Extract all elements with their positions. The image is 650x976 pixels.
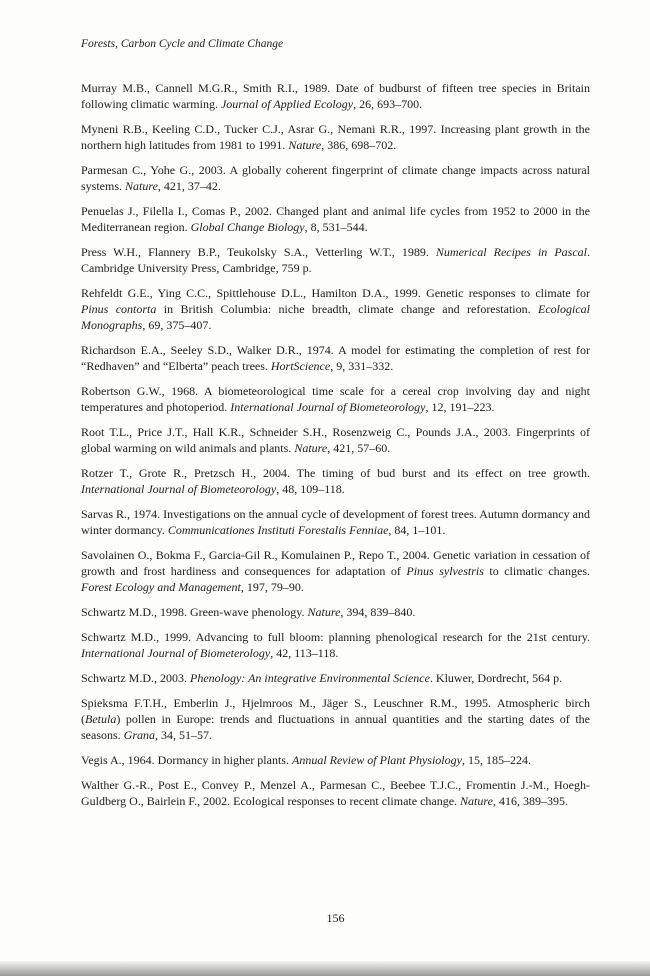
reference-text-segment: Press W.H., Flannery B.P., Teukolsky S.A., Vetterling W.T., 1989. xyxy=(81,245,436,259)
reference-text-segment: to climatic changes. xyxy=(483,564,590,578)
reference-text-segment: , 34, 51–57. xyxy=(155,728,213,742)
reference-text-segment: . Kluwer, Dordrecht, 564 p. xyxy=(429,671,563,685)
reference-entry xyxy=(81,121,590,153)
reference-entry xyxy=(81,244,590,276)
reference-text-segment: ) pollen in Europe: trends and fluctuations in annual quantities and the starting dates of the seasons. xyxy=(81,712,590,742)
reference-italic-segment: International Journal of Biometeorology xyxy=(81,482,277,496)
reference-text-segment: , 12, 191–223. xyxy=(425,400,495,414)
reference-entry xyxy=(81,162,590,194)
reference-entry xyxy=(81,383,590,415)
reference-italic-segment: Nature xyxy=(288,138,322,152)
reference-italic-segment: Ecological Monographs xyxy=(81,302,590,332)
reference-italic-segment: Betula xyxy=(85,712,117,726)
reference-italic-segment: Nature xyxy=(460,794,493,808)
reference-text-segment: Rotzer T., Grote R., Pretzsch H., 2004. The timing of bud burst and its effect on tree growth. xyxy=(81,466,590,480)
reference-text-segment: , 48, 109–118. xyxy=(276,482,345,496)
running-header: Forests, Carbon Cycle and Climate Change xyxy=(81,38,284,50)
reference-text-segment: , 42, 113–118. xyxy=(270,646,339,660)
reference-entry xyxy=(81,506,590,538)
reference-text-segment: , 197, 79–90. xyxy=(240,580,304,594)
reference-italic-segment: Forest Ecology and Management xyxy=(81,580,241,594)
reference-text-segment: Robertson G.W., 1968. A biometeorological time scale for a cereal crop involving day and night temperatures and photoperiod. xyxy=(81,384,590,414)
reference-text-segment: , 84, 1–101. xyxy=(388,523,446,537)
reference-entry xyxy=(81,695,590,743)
reference-italic-segment: Annual Review of Plant Physiology xyxy=(291,753,462,767)
reference-text-segment: in British Columbia: niche breadth, climate change and reforestation. xyxy=(156,302,539,316)
reference-italic-segment: Journal of Applied Ecology xyxy=(220,97,354,111)
reference-entry xyxy=(81,465,590,497)
reference-text-segment: Parmesan C., Yohe G., 2003. A globally coherent fingerprint of climate change impacts across natural systems. xyxy=(81,163,590,193)
reference-text-segment: Schwartz M.D., 1998. Green-wave phenology. xyxy=(81,605,308,619)
reference-text-segment: Root T.L., Price J.T., Hall K.R., Schneider S.H., Rosenzweig C., Pounds J.A., 2003. Fingerprints of global warming on wild animals and plants. xyxy=(81,425,590,455)
reference-text-segment: Savolainen O., Bokma F., Garcia-Gil R., Komulainen P., Repo T., 2004. Genetic variation in cessation of growth and frost hardiness and consequences for adaptation of xyxy=(81,548,590,578)
reference-text-segment: , 421, 57–60. xyxy=(327,441,391,455)
reference-italic-segment: Numerical Recipes in Pascal xyxy=(435,245,588,259)
reference-entry xyxy=(81,80,590,112)
reference-entry xyxy=(81,604,590,620)
reference-italic-segment: Global Change Biology xyxy=(190,220,305,234)
reference-text-segment: Murray M.B., Cannell M.G.R., Smith R.I., 1989. Date of budburst of fifteen tree species in Britain following climatic warming. xyxy=(81,81,590,111)
reference-italic-segment: International Journal of Biometerology xyxy=(81,646,271,660)
reference-text-segment: Spieksma F.T.H., Emberlin J., Hjelmroos M., Jäger S., Leuschner R.M., 1995. Atmospheric birch ( xyxy=(81,696,590,726)
reference-italic-segment: HortScience xyxy=(270,359,331,373)
reference-italic-segment: Nature xyxy=(307,605,341,619)
reference-italic-segment: Pinus sylvestris xyxy=(406,564,484,578)
reference-entry xyxy=(81,752,590,768)
reference-text-segment: Walther G.-R., Post E., Convey P., Menzel A., Parmesan C., Beebee T.J.C., Fromentin J.-M., Hoegh-Guldberg O., Bairlein F., 2002. Ecological responses to recent climate change. xyxy=(81,778,590,808)
reference-text-segment: , 26, 693–700. xyxy=(353,97,423,111)
reference-text-segment: Schwartz M.D., 1999. Advancing to full bloom: planning phenological research for the 21st century. xyxy=(81,630,590,644)
reference-italic-segment: Nature xyxy=(294,441,328,455)
reference-text-segment: Vegis A., 1964. Dormancy in higher plants. xyxy=(81,753,292,767)
reference-text-segment: , 386, 698–702. xyxy=(321,138,397,152)
reference-italic-segment: Grana xyxy=(123,728,156,742)
reference-entry xyxy=(81,424,590,456)
reference-text-segment: Myneni R.B., Keeling C.D., Tucker C.J., Asrar G., Nemani R.R., 1997. Increasing plant growth in the northern high latitudes from 1981 to 1991. xyxy=(81,122,590,152)
reference-italic-segment: Pinus contorta xyxy=(81,302,157,316)
page-content xyxy=(81,37,590,818)
reference-text-segment: Sarvas R., 1974. Investigations on the annual cycle of development of forest trees. Autumn dormancy and winter dormancy. xyxy=(81,507,590,537)
reference-text-segment: Richardson E.A., Seeley S.D., Walker D.R., 1974. A model for estimating the completion of rest for “Redhaven” and “Elberta” peach trees. xyxy=(81,343,590,373)
reference-text-segment: , 416, 389–395. xyxy=(492,794,568,808)
page-bottom-edge xyxy=(0,961,650,976)
reference-entry xyxy=(81,342,590,374)
reference-text-segment: , 15, 185–224. xyxy=(461,753,531,767)
reference-entry xyxy=(81,547,590,595)
reference-italic-segment: Communicationes Instituti Forestalis Fenniae xyxy=(167,523,389,537)
reference-entry xyxy=(81,285,590,333)
reference-text-segment: , 394, 839–840. xyxy=(340,605,416,619)
reference-entry xyxy=(81,777,590,809)
reference-entry xyxy=(81,670,590,686)
references-list xyxy=(81,80,590,809)
page-number: 156 xyxy=(326,911,345,925)
reference-text-segment: , 8, 531–544. xyxy=(304,220,368,234)
reference-entry xyxy=(81,203,590,235)
reference-italic-segment: International Journal of Biometeorology xyxy=(230,400,426,414)
reference-text-segment: Schwartz M.D., 2003. xyxy=(81,671,190,685)
reference-text-segment: , 69, 375–407. xyxy=(142,318,212,332)
reference-italic-segment: Phenology: An integrative Environmental Science xyxy=(189,671,430,685)
reference-text-segment: , 421, 37–42. xyxy=(157,179,221,193)
reference-text-segment: , 9, 331–332. xyxy=(330,359,394,373)
reference-text-segment: Rehfeldt G.E., Ying C.C., Spittlehouse D.L., Hamilton D.A., 1999. Genetic responses to climate for xyxy=(81,286,590,300)
reference-text-segment: Penuelas J., Filella I., Comas P., 2002. Changed plant and animal life cycles from 1952 to 2000 in the Mediterranean region. xyxy=(81,204,590,234)
reference-italic-segment: Nature xyxy=(125,179,158,193)
reference-entry xyxy=(81,629,590,661)
reference-text-segment: . Cambridge University Press, Cambridge, 759 p. xyxy=(81,245,591,275)
